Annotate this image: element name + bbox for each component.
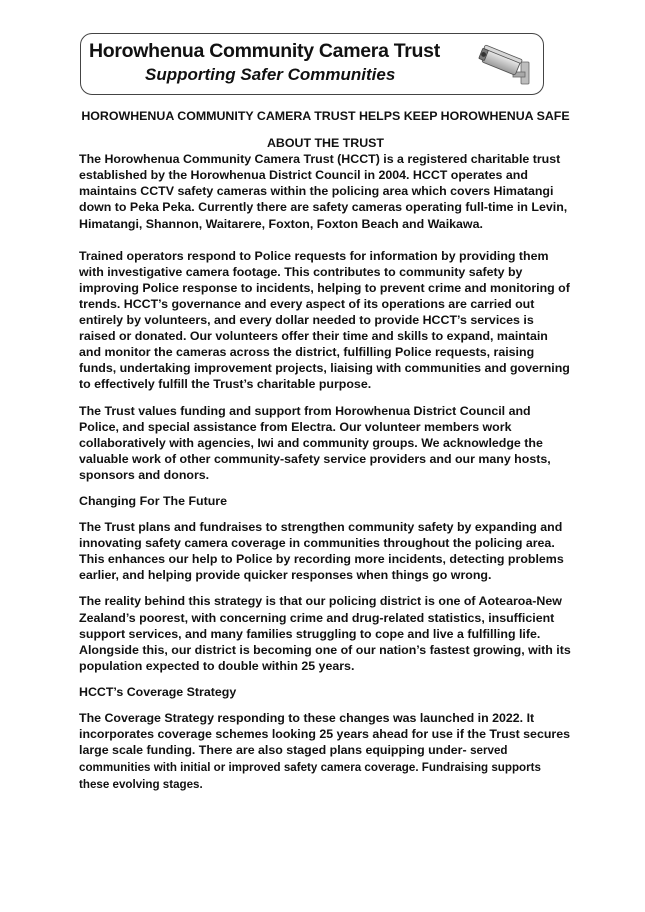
coverage-heading: HCCT’s Coverage Strategy <box>79 684 237 699</box>
future-paragraph-2: The reality behind this strategy is that our policing district is one of Aotearoa-New Zealand’s poorest, with concerning crime and drug-related statistics, insufficient support services, and many families struggling to cope and live a fulfilling life. Alongside this, our district is becoming one of our nation’s fastest growing, with its population expected to double within 25 years. <box>79 594 571 673</box>
future-paragraph-1: The Trust plans and fundraises to strengthen community safety by expanding and innovating safety camera coverage in communities throughout the policing area. This enhances our help to Police by recording more incidents, detecting problems earlier, and helping provide quicker responses when things go wrong. <box>79 520 564 583</box>
coverage-paragraph-part-1: The Coverage Strategy responding to these changes was launched in 2022. It incorporates coverage schemes looking 25 years ahead for use if the Trust secures large scale funding. There are also staged plans equipping under- <box>79 711 571 758</box>
about-paragraph-2: Trained operators respond to Police requests for information by providing them with investigative camera footage. This contributes to community safety by improving Police response to incidents, helping to prevent crime and monitoring of trends. HCCT’s governance and every aspect of its operations are carried out entirely by volunteers, and every dollar needed to provide HCCT’s services is raised or donated. Our volunteers offer their time and skills to expand, maintain and monitor the cameras across the district, fulfilling Police requests, raising funds, undertaking improvement projects, liaising with communities and governing to effectively fulfill the Trust’s charitable purpose. <box>79 248 570 392</box>
coverage-paragraph-part-2: served communities with initial or improved safety camera coverage. Fundraising supports these evolving stages. <box>79 744 541 792</box>
cctv-camera-icon <box>477 42 533 88</box>
future-heading: Changing For The Future <box>79 493 227 508</box>
org-name: Horowhenua Community Camera Trust <box>89 40 440 62</box>
document-title: HOROWHENUA COMMUNITY CAMERA TRUST HELPS KEEP HOROWHENUA SAFE <box>81 109 570 123</box>
about-paragraph-3: The Trust values funding and support from Horowhenua District Council and Police, and special assistance from Electra. Our volunteer members work collaboratively with agencies, Iwi and community groups. We acknowledge the valuable work of other community-safety service providers and our many hosts, sponsors and donors. <box>79 403 551 482</box>
tagline: Supporting Safer Communities <box>145 65 396 84</box>
coverage-paragraph <box>79 710 572 793</box>
about-paragraph-1: The Horowhenua Community Camera Trust (HCCT) is a registered charitable trust established by the Horowhenua District Council in 2004. HCCT operates and maintains CCTV safety cameras within the policing area which covers Himatangi down to Peka Peka. Currently there are safety cameras operating full-time in Levin, Himatangi, Shannon, Waitarere, Foxton, Foxton Beach and Waikawa. <box>79 152 568 231</box>
document-body <box>79 108 572 793</box>
header-banner <box>80 33 544 95</box>
about-heading: ABOUT THE TRUST <box>266 136 384 151</box>
